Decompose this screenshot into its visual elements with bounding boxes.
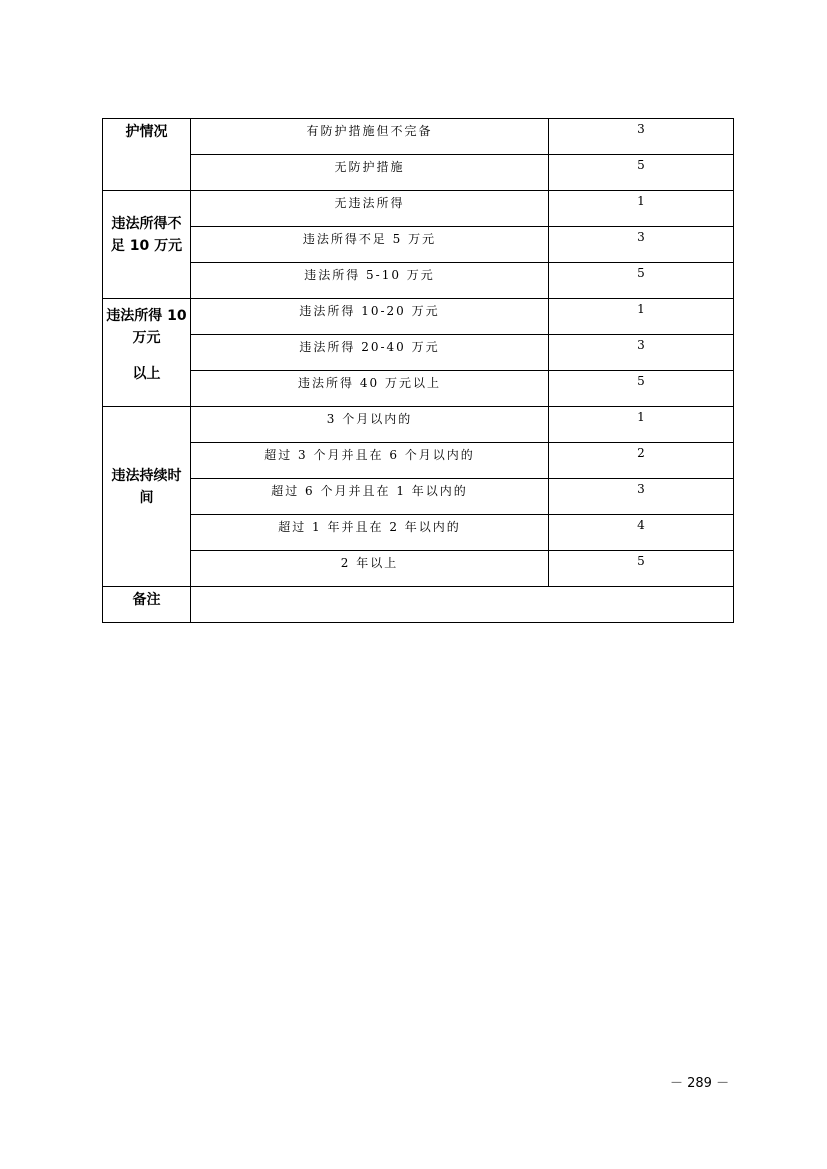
criteria-cell: 违法所得 5-10 万元 <box>191 263 549 299</box>
score-cell: 3 <box>549 119 734 155</box>
category-cell <box>103 299 191 407</box>
score-cell: 1 <box>549 191 734 227</box>
criteria-cell: 违法所得 10-20 万元 <box>191 299 549 335</box>
category-label: 以上 <box>132 366 161 382</box>
category-cell <box>103 119 191 191</box>
score-cell: 3 <box>549 479 734 515</box>
page-number: － 289 － <box>670 1076 730 1091</box>
remark-label-cell <box>103 587 191 623</box>
score-cell: 1 <box>549 407 734 443</box>
category-label: 护情况 <box>125 124 168 140</box>
remark-value-cell <box>191 587 734 623</box>
score-cell: 5 <box>549 263 734 299</box>
criteria-cell: 超过 6 个月并且在 1 年以内的 <box>191 479 549 515</box>
category-label: 万元 <box>132 330 161 346</box>
table-row <box>103 227 734 263</box>
criteria-cell: 超过 3 个月并且在 6 个月以内的 <box>191 443 549 479</box>
table-row <box>103 407 734 443</box>
score-cell: 3 <box>549 227 734 263</box>
criteria-cell: 无违法所得 <box>191 191 549 227</box>
scoring-table <box>102 118 734 623</box>
table-row <box>103 335 734 371</box>
category-cell <box>103 407 191 587</box>
table-row <box>103 191 734 227</box>
table-row <box>103 515 734 551</box>
criteria-cell: 违法所得不足 5 万元 <box>191 227 549 263</box>
criteria-cell: 有防护措施但不完备 <box>191 119 549 155</box>
score-cell: 4 <box>549 515 734 551</box>
score-cell: 5 <box>549 155 734 191</box>
criteria-cell: 3 个月以内的 <box>191 407 549 443</box>
table-row <box>103 299 734 335</box>
score-cell: 1 <box>549 299 734 335</box>
category-label: 间 <box>139 490 154 506</box>
category-label: 违法所得不 <box>111 216 182 232</box>
criteria-cell: 无防护措施 <box>191 155 549 191</box>
score-cell: 2 <box>549 443 734 479</box>
table-row <box>103 479 734 515</box>
category-label: 违法所得 10 <box>106 308 187 324</box>
table-row <box>103 551 734 587</box>
category-label: 违法持续时 <box>111 468 182 484</box>
table-row <box>103 371 734 407</box>
score-cell: 3 <box>549 335 734 371</box>
remark-label: 备注 <box>132 592 161 608</box>
score-cell: 5 <box>549 371 734 407</box>
table-row <box>103 119 734 155</box>
remark-row <box>103 587 734 623</box>
table-row <box>103 155 734 191</box>
category-cell <box>103 191 191 299</box>
category-label: 足 10 万元 <box>110 238 183 254</box>
table-row <box>103 443 734 479</box>
table-row <box>103 263 734 299</box>
criteria-cell: 违法所得 40 万元以上 <box>191 371 549 407</box>
criteria-cell: 违法所得 20-40 万元 <box>191 335 549 371</box>
criteria-cell: 2 年以上 <box>191 551 549 587</box>
criteria-cell: 超过 1 年并且在 2 年以内的 <box>191 515 549 551</box>
score-cell: 5 <box>549 551 734 587</box>
